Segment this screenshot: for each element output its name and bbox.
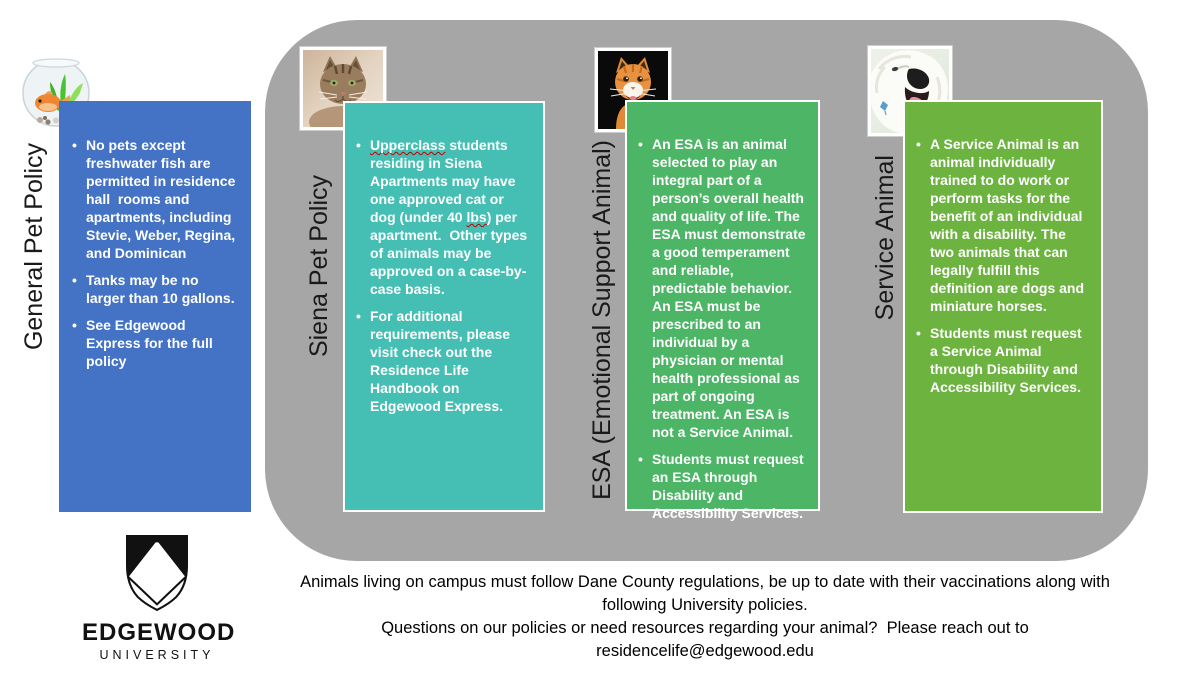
bullet-text: Students must request a Service Animal through Disability and Accessibility Services. <box>930 325 1082 395</box>
bullet-item <box>356 136 533 298</box>
bullet-dot: • <box>356 137 361 153</box>
bullet-item <box>72 316 239 370</box>
bullet-text: A Service Animal is an animal individually trained to do work or perform tasks for the benefit of an individual with a disability. The two animals that can legally fulfill this definition are dogs and miniature horses. <box>930 136 1085 314</box>
bullet-item <box>72 136 239 262</box>
footer-line: following University policies. <box>602 596 808 614</box>
siena-pet-policy-box <box>343 101 545 512</box>
bullet-text: An ESA is an animal selected to play an integral part of a person’s overall health and quality of life. The ESA must demonstrate a good temperament and reliable, predictable behavior. An ESA must be prescribed to an individual by a physician or mental health professional as part of ongoing treatment. An ESA is not a Service Animal. <box>652 136 806 440</box>
esa-policy-box <box>625 100 820 521</box>
bullet-dot: • <box>916 136 921 152</box>
bullet-item <box>916 135 1091 315</box>
bullet-text: For additional requirements, please visit check out the Residence Life Handbook on Edgewood Express. <box>370 308 511 414</box>
bullet-dot: • <box>916 325 921 341</box>
bullet-text: Students must request an ESA through Disability and Accessibility Services. <box>652 451 804 521</box>
logo-subtext: UNIVERSITY <box>99 648 215 662</box>
edgewood-university-logo <box>82 534 236 662</box>
bullet-text: Tanks may be no larger than 10 gallons. <box>86 272 235 306</box>
bullet-item <box>638 450 808 522</box>
logo-wordmark: EDGEWOOD <box>82 619 236 646</box>
bullet-dot: • <box>638 451 643 467</box>
bullet-dot: • <box>356 308 361 324</box>
service-animal-policy-box <box>903 100 1103 513</box>
footer-line: Animals living on campus must follow Dane County regulations, be up to date with their vaccinations along with <box>300 573 1110 591</box>
footer-email: residencelife@edgewood.edu <box>596 642 814 660</box>
bullet-item <box>72 271 239 307</box>
column-title-esa: ESA (Emotional Support Animal) <box>588 140 616 500</box>
bullet-text <box>370 136 533 298</box>
misspelled-word: lbs <box>466 209 487 225</box>
bullet-dot: • <box>72 317 77 333</box>
bullet-text-segment: ) per apartment. Other types of animals may be approved on a case-by-case basis. <box>370 209 528 297</box>
bullet-text-segment: students residing in Siena Apartments may have one approved cat or dog (under 40 <box>370 137 516 225</box>
bullet-item <box>356 307 533 415</box>
column-title-service-animal: Service Animal <box>871 154 899 320</box>
bullet-item <box>916 324 1091 396</box>
bullet-item <box>638 135 808 441</box>
general-pet-policy-box <box>59 101 251 512</box>
edgewood-shield-icon <box>122 534 192 612</box>
footer-note <box>255 571 1155 663</box>
bullet-text: See Edgewood Express for the full policy <box>86 317 213 369</box>
misspelled-word: Upperclass <box>370 137 446 153</box>
column-title-siena-pet-policy: Siena Pet Policy <box>305 174 333 357</box>
bullet-dot: • <box>72 272 77 288</box>
bullet-text: No pets except freshwater fish are permitted in residence hall rooms and apartments, including Stevie, Weber, Regina, and Dominican <box>86 137 236 261</box>
bullet-dot: • <box>638 136 643 152</box>
footer-line: Questions on our policies or need resources regarding your animal? Please reach out to <box>381 619 1029 637</box>
bullet-dot: • <box>72 137 77 153</box>
column-title-general-pet-policy: General Pet Policy <box>20 142 48 350</box>
